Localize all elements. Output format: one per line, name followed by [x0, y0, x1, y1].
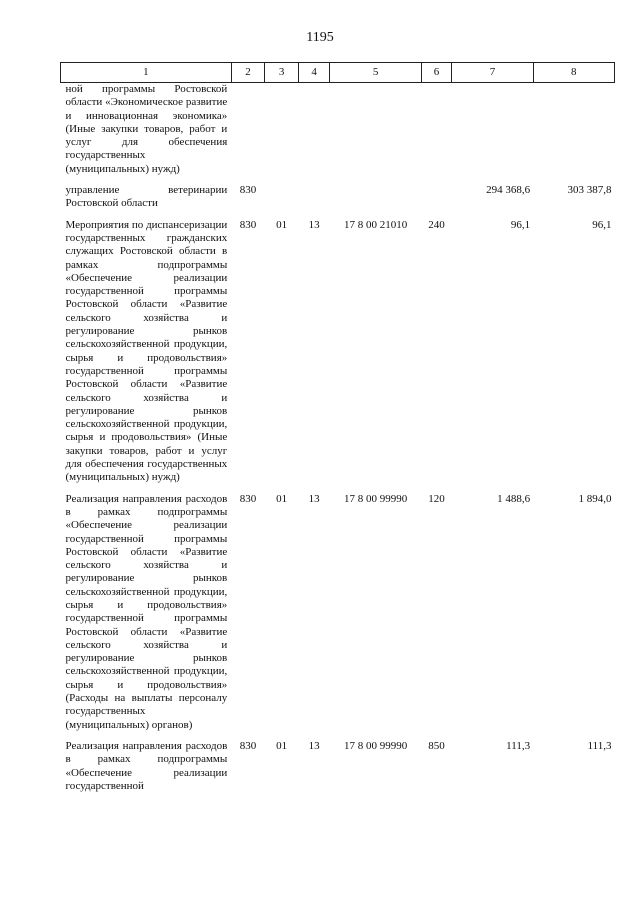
budget-table — [60, 62, 615, 793]
column-header: 8 — [533, 63, 614, 83]
cell-ved — [231, 83, 265, 177]
table-header-row — [61, 63, 615, 83]
cell-vr: 120 — [428, 492, 445, 505]
cell-csr: 17 8 00 21010 — [343, 218, 408, 231]
cell-vr — [421, 83, 451, 177]
column-header: 5 — [330, 63, 421, 83]
cell-sum-2: 1 894,0 — [578, 492, 612, 505]
cell-ved: 830 — [239, 218, 257, 231]
cell-csr: 17 8 00 99990 — [343, 492, 408, 505]
table-row — [61, 732, 615, 793]
column-header: 1 — [61, 63, 232, 83]
cell-pr: 13 — [308, 492, 320, 505]
column-header: 3 — [265, 63, 299, 83]
column-header: 7 — [452, 63, 533, 83]
table-row — [61, 83, 615, 177]
cell-rz: 01 — [276, 492, 288, 505]
cell-vr: 240 — [428, 218, 445, 231]
cell-rz: 01 — [276, 218, 288, 231]
cell-sum-1: 111,3 — [506, 739, 531, 752]
table-row — [61, 176, 615, 211]
cell-pr: 13 — [308, 218, 320, 231]
cell-sum-1 — [452, 83, 533, 177]
cell-sum-1: 1 488,6 — [497, 492, 531, 505]
cell-sum-1: 96,1 — [510, 218, 531, 231]
cell-csr — [330, 83, 421, 177]
cell-rz — [265, 176, 299, 211]
row-description: Реализация направления расходов в рамках подпрограммы «Обеспечение реализации государственной программы Ростовской области «Развитие сельского хозяйства и регулирование рынков сельскохозяйственной продукции, сырья и продовольствия» государственной программы Ростовской области «Развитие сельского хозяйства и регулирование рынков сельскохозяйственной продукции, сырья и продовольствия» (Расходы на выплаты персоналу государственных (муниципальных) органов) — [65, 492, 228, 731]
cell-csr — [330, 176, 421, 211]
cell-sum-1: 294 368,6 — [486, 184, 531, 197]
cell-rz — [265, 83, 299, 177]
cell-sum-2: 96,1 — [592, 218, 612, 231]
row-description: Мероприятия по диспансеризации государственных гражданских служащих Ростовской области в рамках подпрограммы «Обеспечение реализации государственной программы Ростовской области «Развитие сельского хозяйства и регулирование рынков сельскохозяйственной продукции, сырья и продовольствия» государственной программы Ростовской области «Развитие сельского хозяйства и регулирование рынков сельскохозяйственной продукции, сырья и продовольствия» (Иные закупки товаров, работ и услуг для обеспечения государственных (муниципальных) нужд) — [65, 218, 228, 484]
column-header: 2 — [231, 63, 265, 83]
table-row — [61, 485, 615, 732]
cell-csr: 17 8 00 99990 — [343, 739, 408, 752]
cell-ved: 830 — [239, 739, 257, 752]
cell-sum-2 — [533, 83, 614, 177]
cell-ved: 830 — [239, 184, 257, 197]
column-header: 4 — [298, 63, 330, 83]
cell-pr — [298, 176, 330, 211]
row-description: управление ветеринарии Ростовской области — [65, 184, 228, 210]
cell-sum-2: 303 387,8 — [567, 184, 612, 197]
cell-rz: 01 — [276, 739, 288, 752]
cell-pr — [298, 83, 330, 177]
cell-pr: 13 — [308, 739, 320, 752]
table-row — [61, 211, 615, 485]
column-header: 6 — [421, 63, 451, 83]
cell-sum-2: 111,3 — [587, 739, 612, 752]
row-description: Реализация направления расходов в рамках подпрограммы «Обеспечение реализации государственной — [65, 739, 228, 792]
cell-ved: 830 — [239, 492, 257, 505]
cell-vr — [421, 176, 451, 211]
row-description: ной программы Ростовской области «Экономическое развитие и инновационная экономика» (Иные закупки товаров, работ и услуг для обеспечения государственных (муниципальных) нужд) — [65, 83, 228, 175]
page-number: 1195 — [306, 30, 334, 45]
cell-vr: 850 — [428, 739, 445, 752]
